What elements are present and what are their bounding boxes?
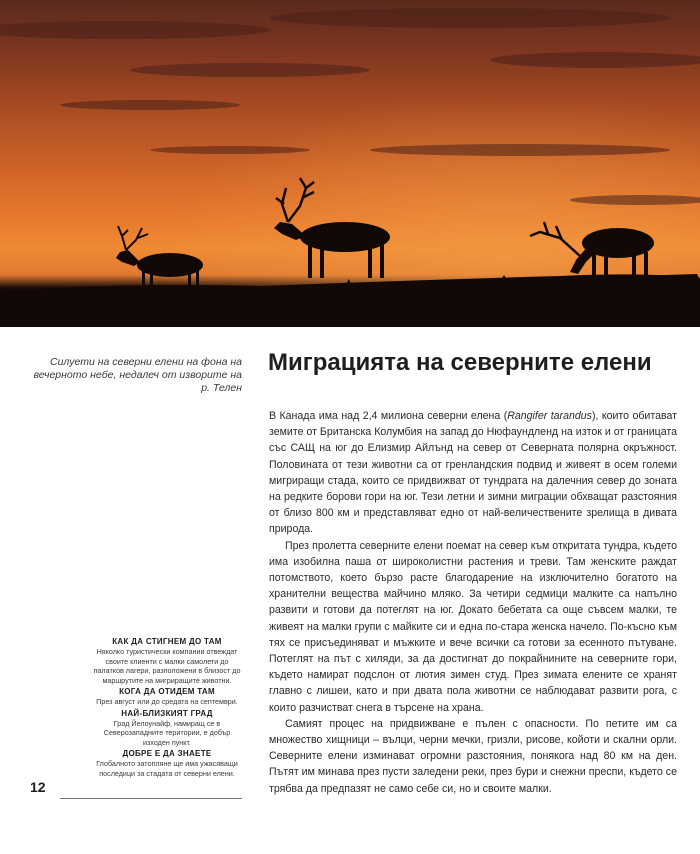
article-paragraph-2: През пролетта северните елени поемат на север към откритата тундра, където има изобилна паша от широколистни растения и треви. Там женските раждат потомството, което бързо расте благодарение на изключително богатото на хранителни вещества майчино мляко. За четири седмици малките са напълно развити и готови да потеглят на юг. Докато бебетата са още съвсем малки, те живеят на малки групи с майките си и една по-стара женска начело. По-късно към тях се присъединяват и мъжките и вече всички са готови за есенното пътуване. Потеглят на път с хиляди, за да достигнат до покрайнините на северните гори, където намират подслон от лютия зимен студ. През зимата елените се хранят главно с лишеи, като и при двата пола животни се наблюдават развити рога, с които разчистват снега в търсене на храна. [269,539,677,714]
article-paragraph-1: В Канада има над 2,4 милиона северни елена (Rangifer tarandus), които обитават земите от Британска Колумбия на запад до Нюфаундленд на изток и от границата със САЩ на юг до Елизмир Айлънд на север от Северната полярна окръжност. Половината от тези животни са от гренландския подвид и живеят в осем големи мигриращи стада, които се придвижват от тундрата на далечния север до зоната на редките борови гори на юг. Тези летни и зимни миграции обхващат разстояния от близо 800 км и представляват едно от най-величествените зрелища в дивата природа. [269,410,677,536]
info-heading-how: КАК ДА СТИГНЕМ ДО ТАМ [112,637,222,646]
info-text-know: Глобалното затопляне ще има ужасяващи последици за стадата от северни елени. [96,759,238,778]
travel-info-box [92,635,242,778]
page-number: 12 [30,779,46,795]
article-paragraph-3: Самият процес на придвижване е пълен с опасности. По петите им са множество хищници – вълци, черни мечки, гризли, рисове, койоти и скални орли. Северните елени изминават огромни разстояния, понякога над 80 км на ден. Пътят им минава през пусти заледени реки, през бури и снежни преспи, където се трябва да предпазят не само себе си, но и своите малки. [269,717,677,795]
article-body [269,408,677,797]
latin-name: Rangifer tarandus [507,410,592,422]
info-heading-when: КОГА ДА ОТИДЕМ ТАМ [119,687,215,696]
info-text-how: Няколко туристически компании отвеждат своите клиенти с малки самолети до палатков лагери, разположени в близост до маршрутите на мигриращите животни. [93,647,241,685]
info-text-when: През август или до средата на септември. [96,697,238,706]
info-text-town: Град Йелоунайф, намиращ се в Северозападните територии, е добър изходен пункт. [103,718,231,747]
info-heading-know: ДОБРЕ Е ДА ЗНАЕТЕ [122,749,212,758]
reindeer-silhouette-illustration [0,0,700,327]
footer-divider [60,798,242,799]
info-heading-town: НАЙ-БЛИЗКИЯТ ГРАД [121,708,213,718]
photo-caption: Силуети на северни елени на фона на вечерното небе, недалеч от изворите на р. Телен [33,356,242,394]
article-title: Миграцията на северните елени [268,349,652,376]
sunset-reindeer-photo [0,0,700,327]
